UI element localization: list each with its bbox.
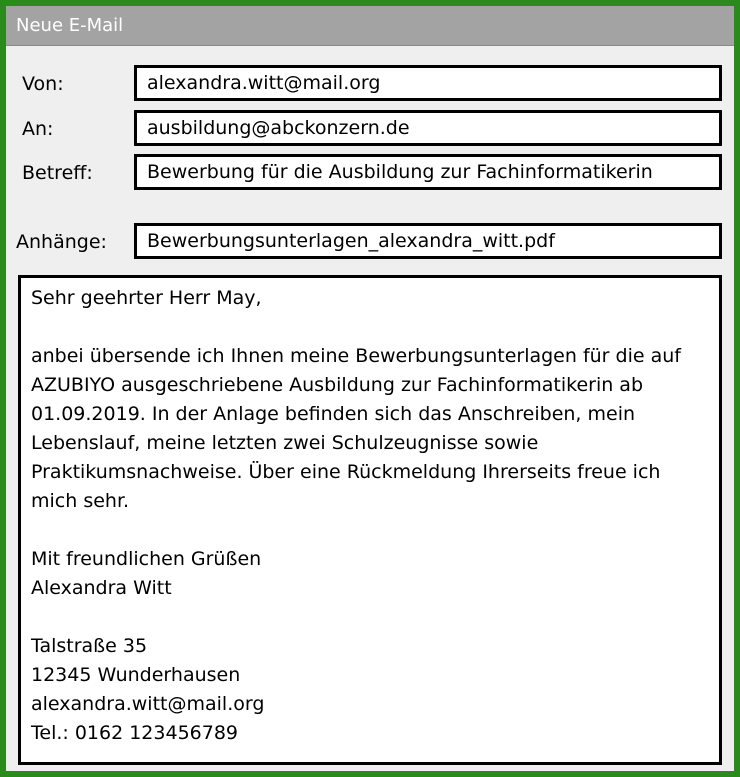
attachments-label: Anhänge: [16, 231, 107, 253]
subject-field[interactable]: Bewerbung für die Ausbildung zur Fachinformatikerin [134, 154, 722, 190]
to-label: An: [22, 118, 54, 140]
greeting-text: Sehr geehrter Herr May, [31, 287, 262, 309]
window-title: Neue E-Mail [6, 6, 734, 46]
attachment-file[interactable]: Bewerbungsunterlagen_alexandra_witt.pdf [134, 223, 722, 259]
address-street: Talstraße 35 [31, 635, 148, 657]
subject-label: Betreff: [22, 162, 93, 184]
signature-name: Alexandra Witt [31, 577, 172, 599]
contact-email: alexandra.witt@mail.org [31, 693, 265, 715]
message-body[interactable] [18, 275, 722, 765]
contact-phone: Tel.: 0162 123456789 [31, 722, 239, 744]
from-label: Von: [22, 73, 64, 95]
closing-text: Mit freundlichen Grüßen [31, 548, 262, 570]
to-field[interactable]: ausbildung@abckonzern.de [134, 110, 722, 146]
message-paragraph: anbei übersende ich Ihnen meine Bewerbungsunterlagen für die auf AZUBIYO ausgeschriebene Ausbildung zur Fachinformatikerin ab 01.09.2019. In der Anlage befinden sich das Anschreiben, mein Lebenslauf, meine letzten zwei Schulzeugnisse sowie Praktikumsnachweise. Über eine Rückmeldung Ihrerseits freue ich mich sehr. [31, 345, 688, 512]
address-city: 12345 Wunderhausen [31, 664, 241, 686]
from-field[interactable]: alexandra.witt@mail.org [134, 65, 722, 101]
